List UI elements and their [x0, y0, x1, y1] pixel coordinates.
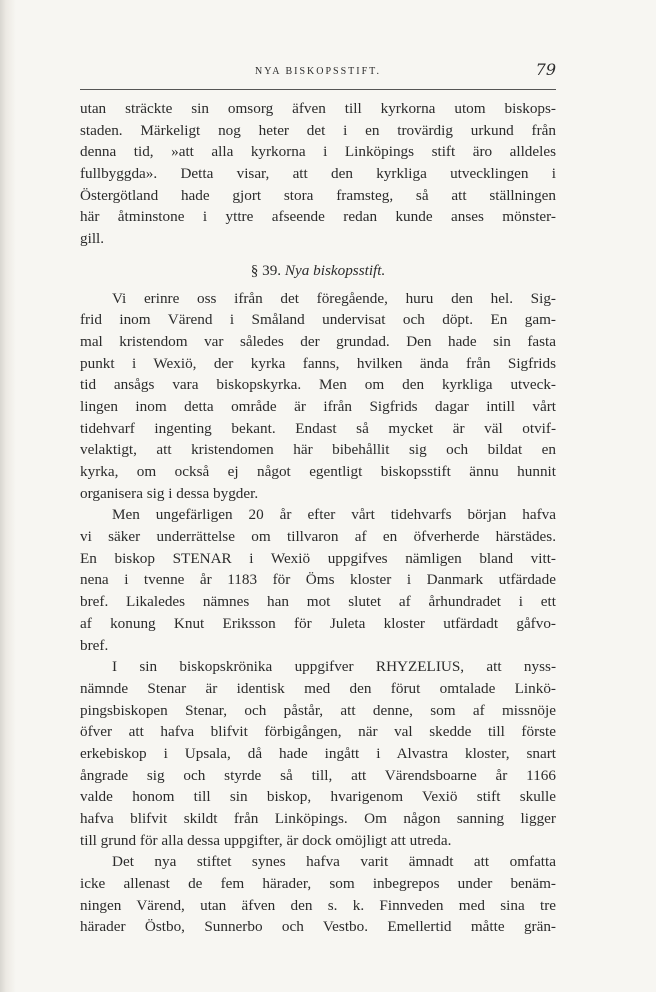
- text-line: Östergötland hade gjort stora framsteg, så att ställningen: [80, 186, 556, 204]
- text-line: utan sträckte sin omsorg äfven till kyrkorna utom biskops-: [80, 100, 556, 117]
- text-line: vi säker underrättelse om tillvaron af en öfverherde härstädes.: [80, 528, 556, 546]
- section-number: § 39.: [250, 261, 282, 279]
- text-line: pingsbiskopen Stenar, och påstår, att denne, som af missnöje: [80, 701, 556, 719]
- page-edge-shadow: [0, 0, 16, 992]
- text-line: staden. Märkeligt nog heter det i en trovärdig urkund från: [80, 121, 556, 139]
- paragraph: [80, 851, 556, 938]
- text-line: bref.: [80, 636, 109, 654]
- text-line: velaktigt, att kristendomen här bibehållit sig och bildat en: [80, 441, 556, 459]
- text-line: I sin biskopskrönika uppgifver RHYZELIUS, att nyss-: [112, 658, 556, 676]
- text-line: gill.: [80, 230, 105, 248]
- text-line: bref. Likaledes nämnes han mot slutet af århundradet i ett: [80, 593, 556, 611]
- text-line: icke allenast de fem härader, som inbegrepos under benäm-: [80, 875, 556, 893]
- text-line: mal kristendom var således der grundad. Den hade sin fasta: [80, 332, 556, 350]
- text-line: härader Östbo, Sunnerbo och Vestbo. Emellertid måtte grän-: [80, 918, 556, 936]
- running-title: NYA BISKOPSSTIFT.: [254, 66, 382, 77]
- text-line: ningen Värend, utan äfven den s. k. Finnveden med sina tre: [80, 896, 556, 914]
- text-line: organisera sig i dessa bygder.: [80, 484, 259, 502]
- running-header: [80, 60, 556, 86]
- text-line: här åtminstone i yttre afseende redan kunde anses mönster-: [80, 208, 556, 226]
- text-line: till grund för alla dessa uppgifter, är dock omöjligt att utreda.: [80, 831, 452, 849]
- paragraph: [80, 98, 556, 250]
- paragraph: [80, 656, 556, 851]
- text-line: nena i tvenne år 1183 för Öms kloster i Danmark utfärdade: [80, 571, 556, 589]
- text-line: tid ansågs vara biskopskyrka. Men om den kyrkliga utveck-: [80, 376, 556, 394]
- text-line: af konung Knut Eriksson för Juleta kloster utfärdadt gåfvo-: [80, 614, 556, 632]
- page-number: 79: [535, 60, 556, 79]
- text-line: öfver att hafva blifvit förbigången, när val skedde till förste: [80, 723, 556, 741]
- header-rule: [80, 89, 556, 90]
- text-line: erkebiskop i Upsala, då hade ingått i Alvastra kloster, snart: [80, 744, 556, 762]
- text-line: frid inom Värend i Småland undervisat och döpt. En gam-: [80, 311, 556, 329]
- text-line: lingen inom detta område är ifrån Sigfrids dagar intill vårt: [80, 397, 556, 415]
- text-line: tidehvarf ingenting bekant. Endast så mycket är väl otvif-: [80, 419, 556, 437]
- paragraph: [80, 288, 556, 505]
- text-line: fullbyggda». Detta visar, att den kyrkliga utvecklingen i: [80, 165, 556, 183]
- text-line: valde honom till sin biskop, hvarigenom Vexiö stift skulle: [80, 788, 556, 806]
- text-line: kyrka, om också ej något egentligt biskopsstift ännu hunnit: [80, 463, 556, 480]
- section-title: Nya biskopsstift.: [284, 261, 386, 279]
- text-line: Men ungefärligen 20 år efter vårt tidehvarfs början hafva: [112, 506, 556, 524]
- text-line: hafva blifvit skildt från Linköpings. Om någon sanning ligger: [80, 810, 556, 827]
- text-line: nämnde Stenar är identisk med den förut omtalade Linkö-: [80, 679, 556, 697]
- section-heading: [80, 260, 556, 282]
- text-line: denna tid, »att alla kyrkorna i Linköpings stift äro alldeles: [80, 143, 556, 161]
- page-body: [80, 98, 556, 938]
- text-line: punkt i Wexiö, der kyrka fanns, hvilken ända från Sigfrids: [80, 354, 556, 372]
- text-line: ångrade sig och styrde så till, att Värendsboarne år 1166: [80, 766, 556, 784]
- text-line: Det nya stiftet synes hafva varit ämnadt att omfatta: [112, 853, 556, 871]
- paragraph: [80, 504, 556, 656]
- text-line: Vi erinre oss ifrån det föregående, huru den hel. Sig-: [112, 289, 556, 307]
- text-line: En biskop STENAR i Wexiö uppgifves nämligen bland vitt-: [80, 549, 556, 567]
